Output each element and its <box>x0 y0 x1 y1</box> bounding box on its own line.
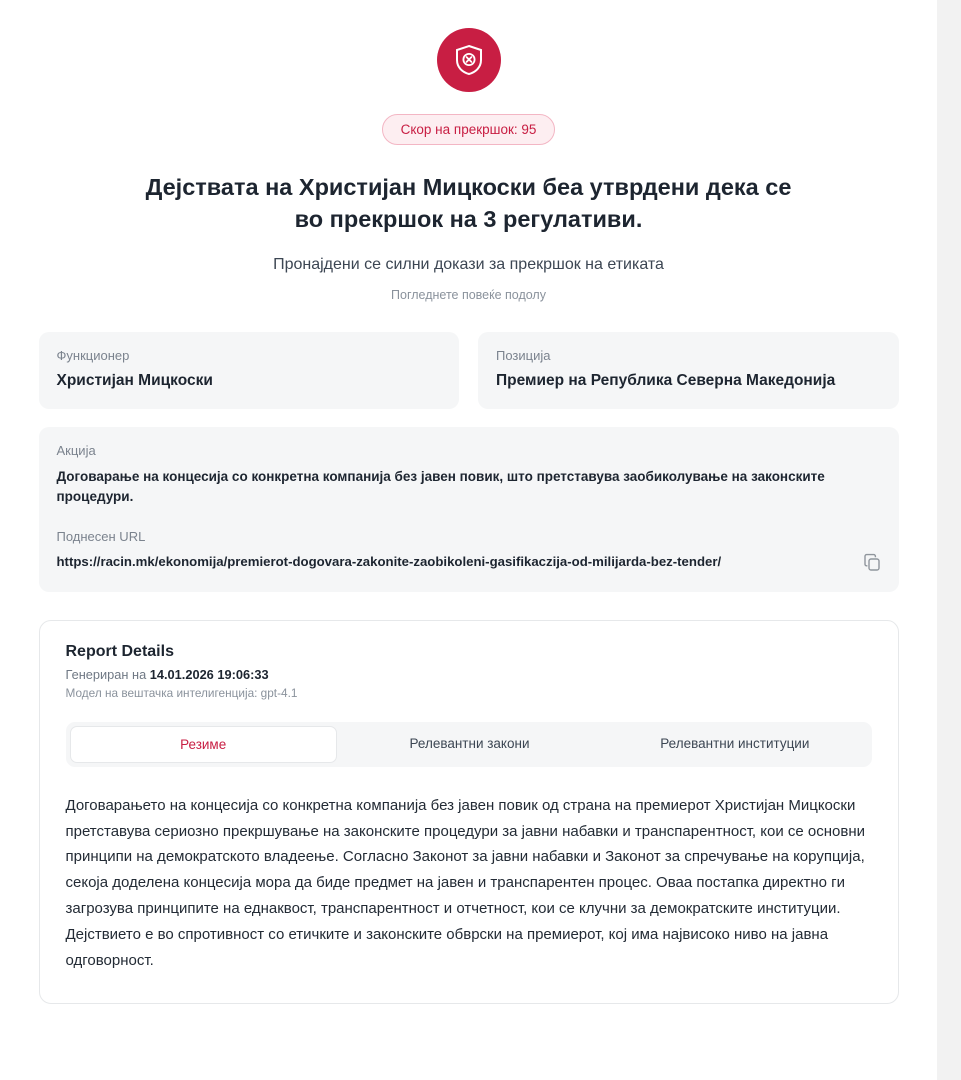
report-generated-timestamp: 14.01.2026 19:06:33 <box>149 666 269 682</box>
page-right-gutter <box>937 0 961 1080</box>
official-card-label: Функционер <box>56 347 130 363</box>
violation-badge-wrapper <box>39 28 899 92</box>
report-details-card <box>39 620 899 1005</box>
submitted-url-link[interactable]: https://racin.mk/ekonomija/premierot-dogovara-zakonite-zaobikoleni-gasifikaczija-od-milijarda-bez-tender/ <box>56 554 722 570</box>
action-card-label: Акција <box>56 442 96 458</box>
tab-relevant-laws[interactable]: Релевантни закони <box>409 735 530 751</box>
submitted-url-row <box>57 553 881 571</box>
info-cards-row <box>39 332 899 409</box>
page-subtitle: Пронајдени се силни докази за прекршок на етиката <box>273 255 664 273</box>
report-generated-line <box>66 667 872 682</box>
score-pill-wrapper <box>39 114 899 145</box>
report-summary-text: Договарањето на концесија со конкретна компанија без јавен повик од страна на премиерот Христијан Мицкоски претставува сериозно прекршување на законските процедури за јавни набавки и транспарентност, кои се основни принципи на демократското владеење. Согласно Законот за јавни набавки и Законот за спречување на корупција, секоја доделена концесија мора да биде предмет на јавен и транспарентен процес. Оваа постапка директно ги загрозува принципите на еднаквост, транспарентност и отчетност, кои се клучни за демократските институции. Дејствието е во спротивност со етичките и законските обврски на премиерот, кој има највисоко ниво на јавна одговорност. <box>65 796 865 969</box>
status-badge: Скор на прекршок: 95 <box>382 114 556 145</box>
report-generated-prefix: Генериран на <box>65 666 150 682</box>
scroll-hint: Погледнете повеќе подолу <box>391 287 546 302</box>
official-card-value: Христијан Мицкоски <box>56 371 213 389</box>
position-card <box>478 332 899 409</box>
official-card <box>39 332 460 409</box>
copy-icon[interactable] <box>863 553 881 571</box>
report-model-line: Модел на вештачка интелигенција: gpt-4.1 <box>65 685 298 700</box>
action-card-text: Договарање на концесија со конкретна компанија без јавен повик, што претставува заобиколување на законските процедури. <box>56 468 825 505</box>
report-details-title: Report Details <box>65 642 174 660</box>
shield-x-icon <box>454 44 484 76</box>
position-card-value: Премиер на Република Северна Македонија <box>496 371 836 389</box>
report-tabs <box>66 722 872 767</box>
action-card <box>39 427 899 592</box>
position-card-label: Позиција <box>496 347 551 363</box>
tab-relevant-institutions[interactable]: Релевантни институции <box>660 735 810 751</box>
page-title: Дејствата на Христијан Мицкоски беа утврдени дека се во прекршок на 3 регулативи. <box>145 174 792 233</box>
submitted-url-label: Поднесен URL <box>56 529 146 545</box>
tab-summary[interactable]: Резиме <box>70 726 337 763</box>
page-content <box>39 0 899 1004</box>
violation-badge <box>437 28 501 92</box>
